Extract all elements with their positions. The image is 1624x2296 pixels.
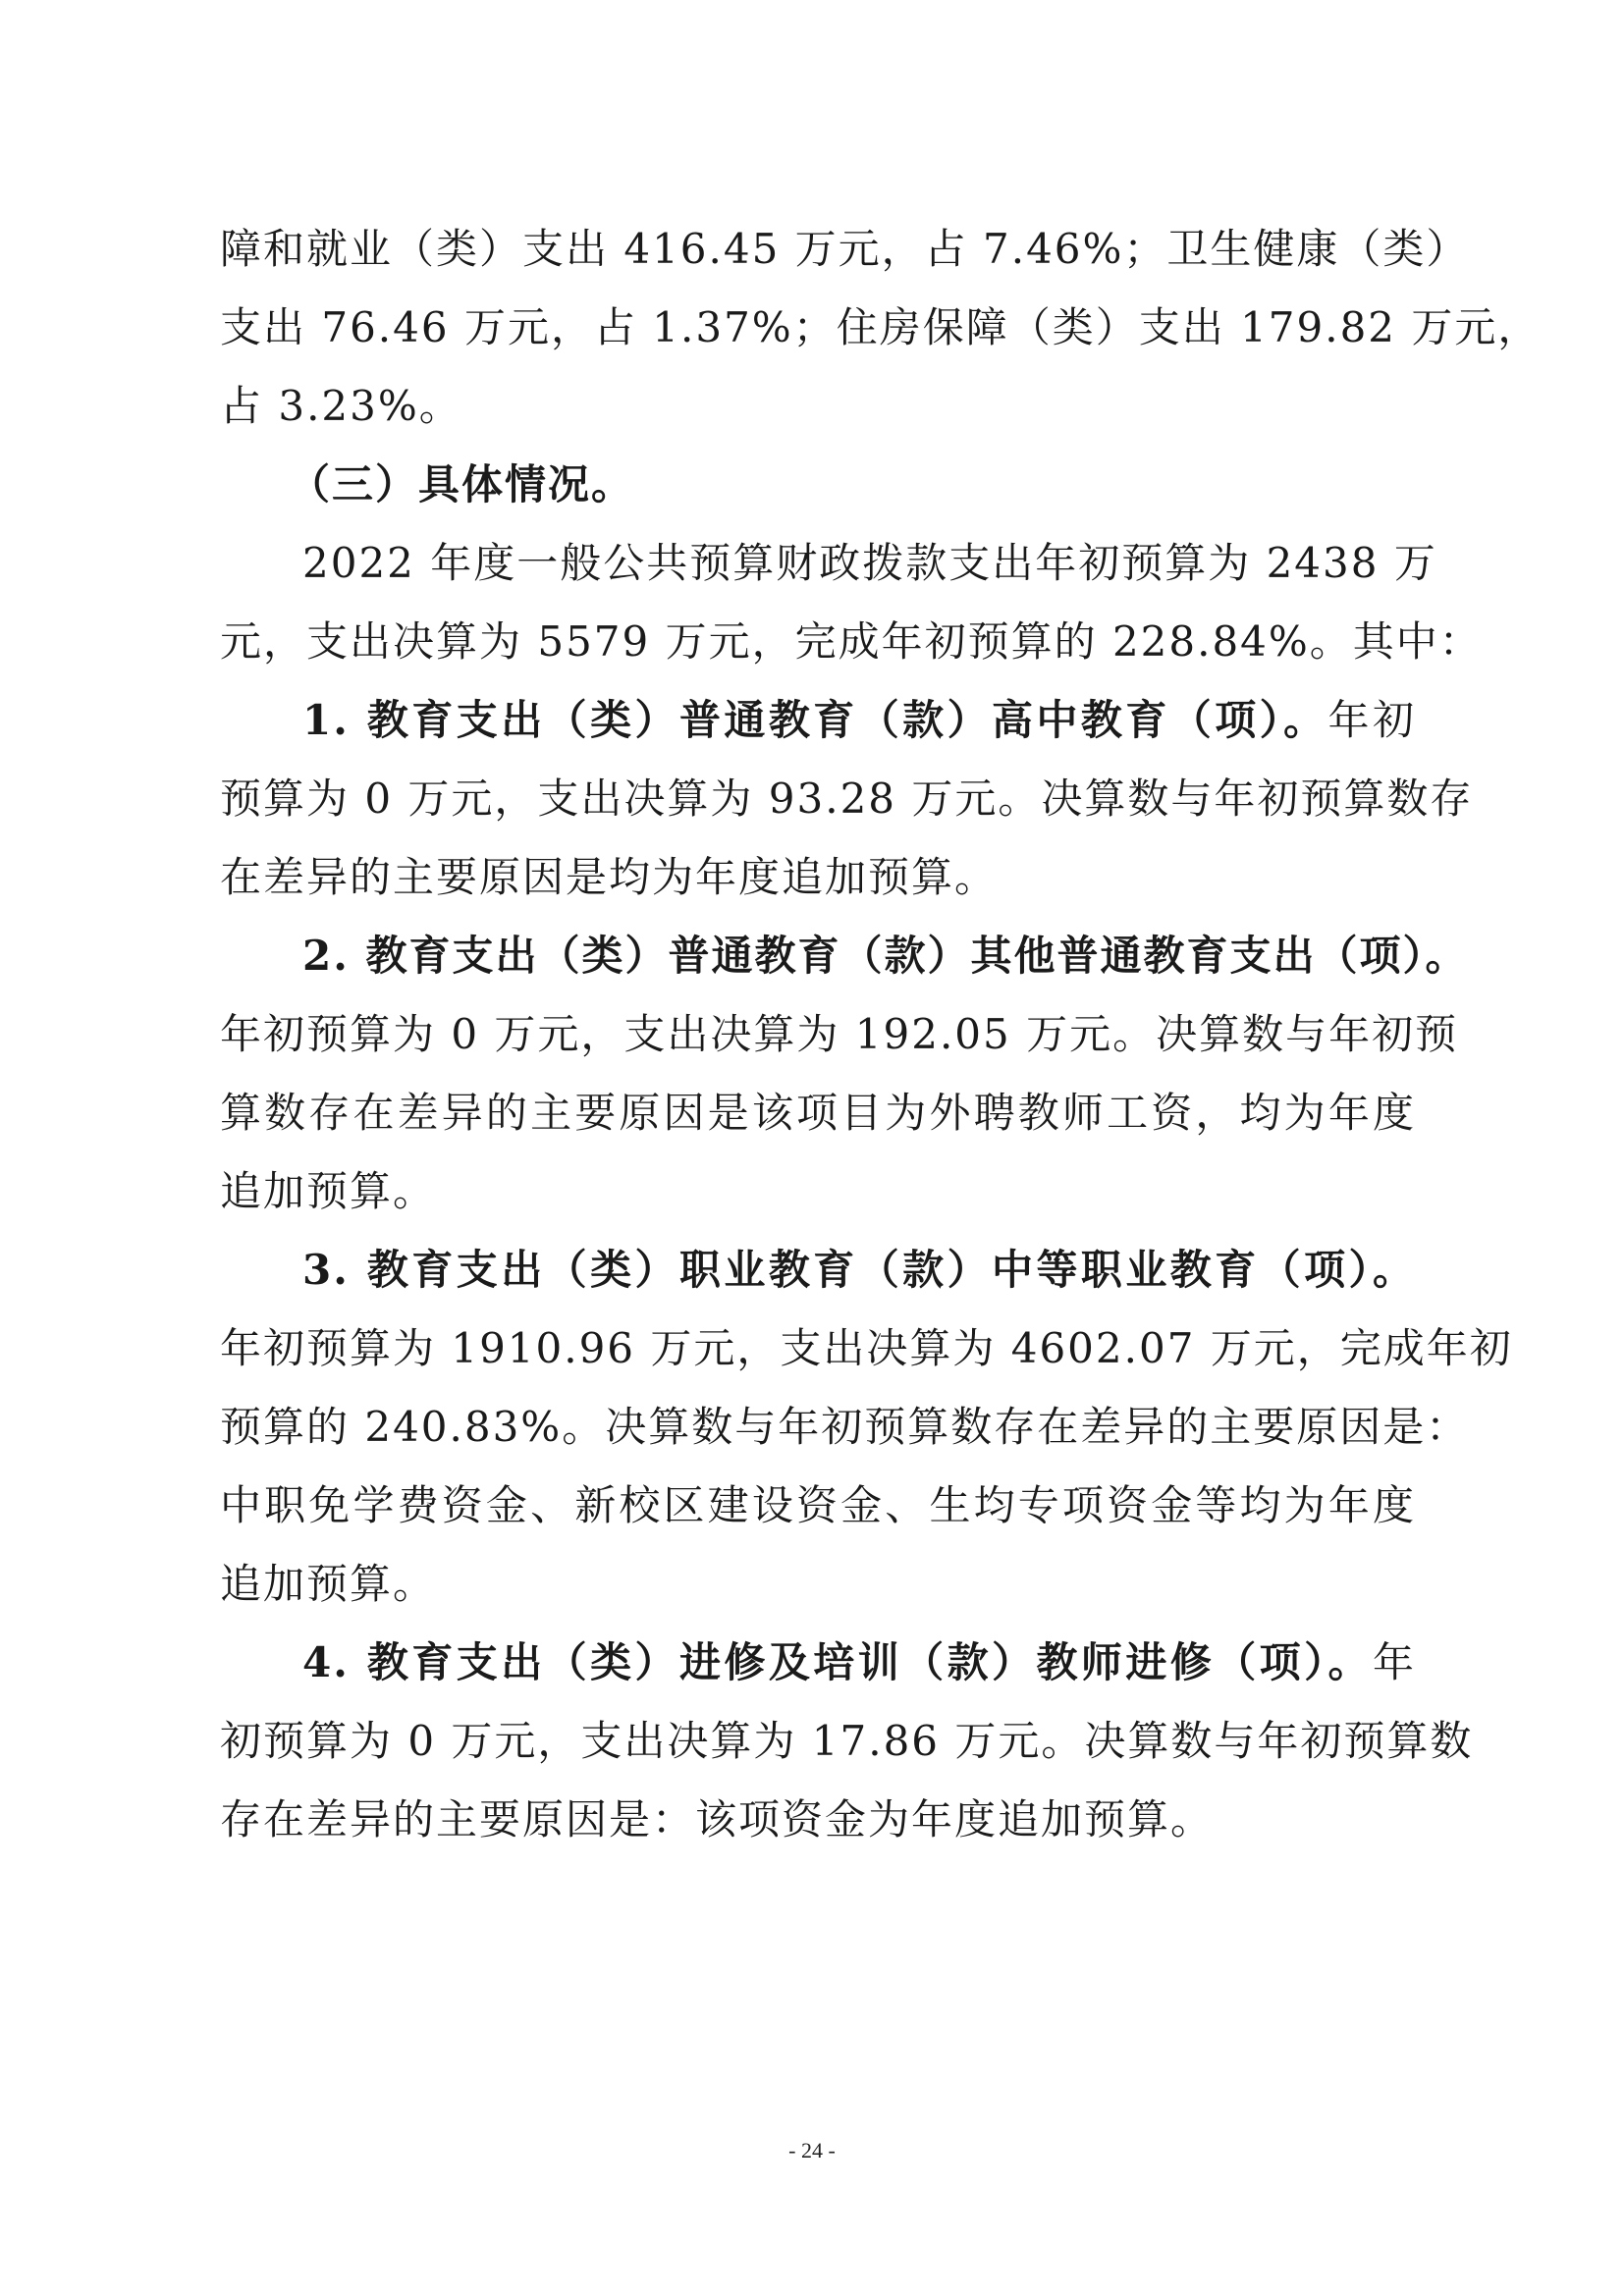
paragraph-line-3: 占 3.23%。: [220, 382, 462, 430]
item-4-line-3: 存在差异的主要原因是：该项资金为年度追加预算。: [220, 1795, 1215, 1843]
item-1-heading: 1. 教育支出（类）普通教育（款）高中教育（项）。年初: [302, 696, 1416, 744]
item-4-line-2: 初预算为 0 万元，支出决算为 17.86 万元。决算数与年初预算数: [220, 1717, 1474, 1765]
summary-line-2: 元，支出决算为 5579 万元，完成年初预算的 228.84%。其中：: [220, 617, 1483, 666]
item-3-heading: 3. 教育支出（类）职业教育（款）中等职业教育（项）。: [302, 1246, 1416, 1294]
page-number: - 24 -: [788, 2138, 836, 2163]
item-3-line-3: 预算的 240.83%。决算数与年初预算数存在差异的主要原因是：: [220, 1403, 1470, 1451]
item-3-line-4: 中职免学费资金、新校区建设资金、生均专项资金等均为年度: [220, 1481, 1416, 1529]
item-2-line-4: 追加预算。: [220, 1167, 437, 1215]
item-3-line-5: 追加预算。: [220, 1560, 437, 1608]
item-3-line-2: 年初预算为 1910.96 万元，支出决算为 4602.07 万元，完成年初: [220, 1324, 1513, 1372]
summary-line-1: 2022 年度一般公共预算财政拨款支出年初预算为 2438 万: [302, 539, 1437, 587]
item-1-line-3: 在差异的主要原因是均为年度追加预算。: [220, 853, 999, 901]
section-heading: （三）具体情况。: [289, 460, 635, 508]
item-2-heading: 2. 教育支出（类）普通教育（款）其他普通教育支出（项）。: [302, 932, 1469, 980]
paragraph-line-1: 障和就业（类）支出 416.45 万元，占 7.46%；卫生健康（类）: [220, 225, 1470, 273]
paragraph-line-2: 支出 76.46 万元，占 1.37%；住房保障（类）支出 179.82 万元，: [220, 303, 1542, 351]
item-2-line-2: 年初预算为 0 万元，支出决算为 192.05 万元。决算数与年初预: [220, 1010, 1459, 1058]
item-4-heading: 4. 教育支出（类）进修及培训（款）教师进修（项）。年: [302, 1638, 1416, 1686]
item-1-line-2: 预算为 0 万元，支出决算为 93.28 万元。决算数与年初预算数存: [220, 774, 1474, 823]
item-2-line-3: 算数存在差异的主要原因是该项目为外聘教师工资，均为年度: [220, 1089, 1416, 1137]
